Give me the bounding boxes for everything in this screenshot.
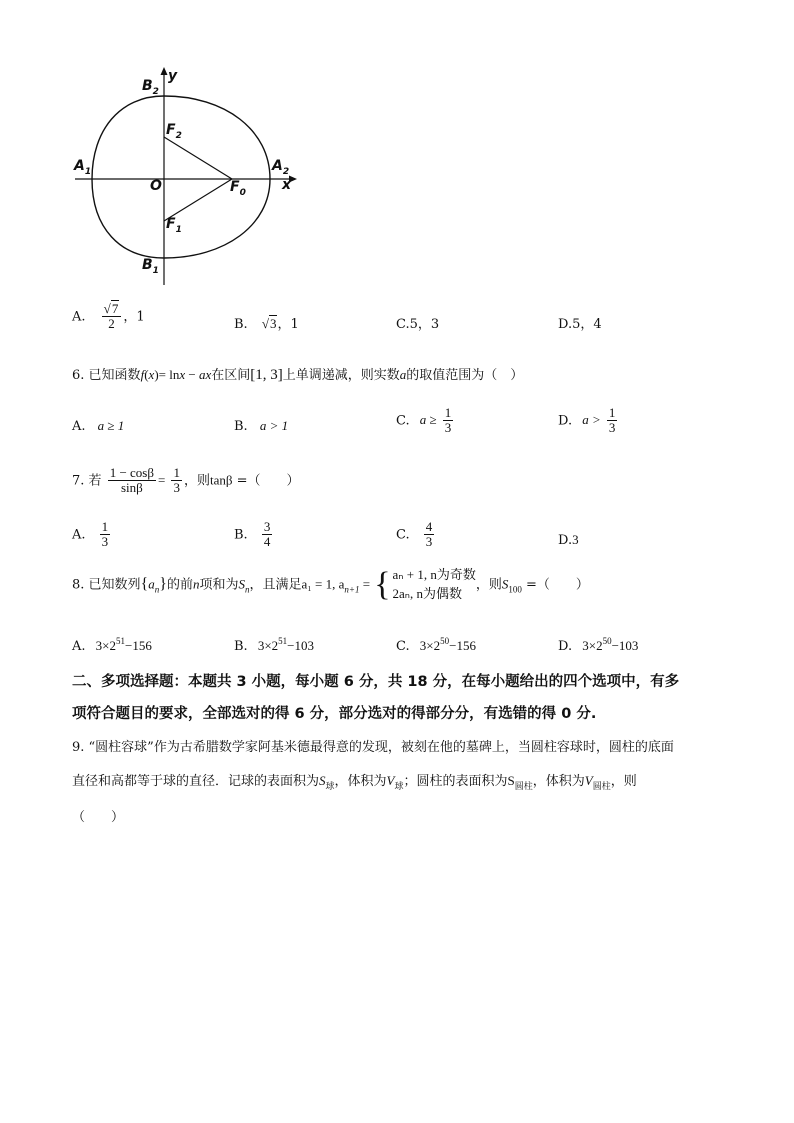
q8-stem: 8. 已知数列$\{a_n\}$的前n项和为$S_n$，且满足a₁ = 1, $a_{n+1}$ = { aₙ + 1, n为奇数 2aₙ, n为偶数 ，则$S_{100}$ =（ ） bbox=[72, 565, 589, 603]
q5-option-c: C.5，3 bbox=[396, 317, 440, 332]
q6-stem: 6. 已知函数f(x)= lnx − ax在区间[1, 3]上单调递减，则实数a的取值范围为（ ） bbox=[72, 367, 524, 383]
q8-option-c: C. $3\times 2^{50}-156$ bbox=[396, 636, 476, 654]
q6-option-b: B. a > 1 bbox=[234, 418, 289, 434]
label-b1: $B_1$ bbox=[142, 257, 159, 276]
q7-option-c: C. $\frac{4}{3}$ bbox=[396, 519, 433, 550]
q8-option-a: A. $3\times 2^{51}-156$ bbox=[72, 636, 152, 654]
label-b2: $B_2$ bbox=[142, 78, 159, 97]
q6-option-d: D. a > $\frac{1}{3}$ bbox=[558, 405, 616, 436]
label-o: O bbox=[150, 178, 162, 194]
q7-option-a: A. $\frac{1}{3}$ bbox=[72, 519, 109, 550]
q6-option-a: A. a ≥ 1 bbox=[72, 418, 125, 434]
q7-stem: 7. 若 $\frac{1 - \cos\beta}{\sin\beta}$ = $\frac{1}{3}$ ，则tanβ =（ ） bbox=[72, 465, 300, 496]
ellipse-figure bbox=[60, 60, 310, 290]
q9-line1: 9. “圆柱容球”作为古希腊数学家阿基米德最得意的发现，被刻在他的墓碑上，当圆柱容球时，圆柱的底面 bbox=[72, 740, 674, 755]
q8-option-d: D. $3\times 2^{50}-103$ bbox=[558, 636, 639, 654]
q5-option-b: B. √3，1 bbox=[234, 316, 299, 332]
q7-option-d: D.3 bbox=[558, 532, 579, 548]
label-x: x bbox=[282, 177, 292, 193]
label-a1: $A_1$ bbox=[74, 158, 92, 177]
label-f1: $F_1$ bbox=[166, 216, 182, 235]
q9-line3: （ ） bbox=[72, 810, 125, 825]
q9-line2: 直径和高都等于球的直径．记球的表面积为$S_球$，体积为$V_球$；圆柱的表面积为$S_{圆柱}$，体积为$V_{圆柱}$，则 bbox=[72, 773, 637, 792]
q7-option-b: B. $\frac{3}{4}$ bbox=[234, 519, 271, 550]
q5-option-a: A. $\frac{√7}{2}$ ，1 bbox=[72, 301, 145, 332]
section-2-heading-line1: 二、多项选择题：本题共 3 小题，每小题 6 分，共 18 分，在每小题给出的四个选项中，有多 bbox=[72, 674, 680, 690]
label-y: y bbox=[168, 68, 178, 84]
section-2-heading-line2: 项符合题目的要求，全部选对的得 6 分，部分选对的得部分分，有选错的得 0 分. bbox=[72, 706, 597, 722]
label-a2: $A_2$ bbox=[272, 158, 290, 177]
label-f0: $F_0$ bbox=[230, 179, 246, 198]
q5-option-d: D.5，4 bbox=[558, 317, 602, 332]
label-f2: $F_2$ bbox=[166, 122, 182, 141]
q6-option-c: C. a ≥ $\frac{1}{3}$ bbox=[396, 405, 452, 436]
q8-option-b: B. $3\times 2^{51}-103$ bbox=[234, 636, 315, 654]
